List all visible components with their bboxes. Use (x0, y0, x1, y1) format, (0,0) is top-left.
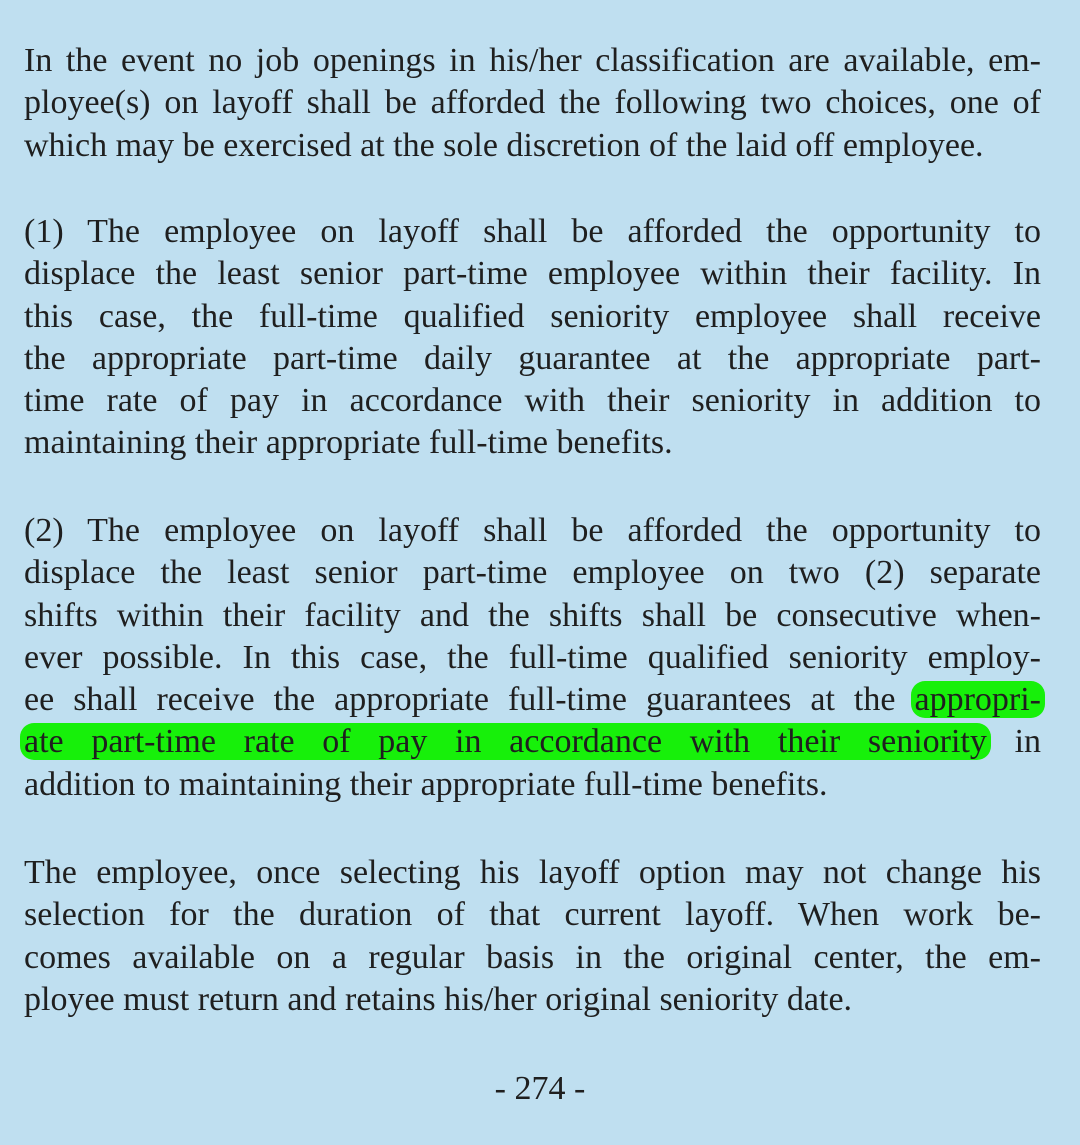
text-line: (2) The employee on layoff shall be afforded the opportunity to (24, 512, 1041, 549)
text-line: ever possible. In this case, the full-time qualified seniority employ- (24, 638, 1041, 676)
highlighted-text: ate part-time rate of pay in accordance with their seniority (20, 723, 991, 760)
text-line: this case, the full-time qualified seniority employee shall receive (24, 297, 1041, 335)
paragraph-option-1 (24, 211, 1041, 465)
text-line: ployee must return and retains his/her original seniority date. (24, 980, 853, 1018)
text-line: comes available on a regular basis in the original center, the em- (24, 938, 1041, 976)
text-line: which may be exercised at the sole discretion of the laid off employee. (24, 126, 984, 164)
text-line: shifts within their facility and the shifts shall be consecutive when- (24, 596, 1041, 634)
paragraph-option-2 (24, 510, 1041, 806)
paragraph-intro (24, 40, 1041, 167)
text-line: In the event no job openings in his/her classification are available, em- (24, 42, 1041, 79)
text-line (24, 679, 1041, 721)
text-line: selection for the duration of that current layoff. When work be- (24, 896, 1041, 934)
text-line: the appropriate part-time daily guarantee at the appropriate part- (24, 339, 1041, 377)
text-line: ployee(s) on layoff shall be afforded the following two choices, one of (24, 84, 1041, 122)
text-segment: in (1014, 723, 1042, 761)
text-line: time rate of pay in accordance with their seniority in addition to (24, 382, 1041, 420)
text-line: displace the least senior part-time employee within their facility. In (24, 255, 1041, 293)
text-line: maintaining their appropriate full-time benefits. (24, 424, 673, 462)
highlighted-text: appropri- (911, 681, 1046, 718)
page-number: - 274 - (494, 1070, 586, 1107)
text-line: The employee, once selecting his layoff option may not change his (24, 854, 1041, 891)
text-line (24, 721, 1041, 763)
paragraph-closing (24, 852, 1041, 1021)
text-line: addition to maintaining their appropriate full-time benefits. (24, 765, 828, 803)
text-segment: ee shall receive the appropriate full-time guarantees at the (24, 681, 896, 719)
text-line: (1) The employee on layoff shall be afforded the opportunity to (24, 213, 1041, 250)
text-line: displace the least senior part-time employee on two (2) separate (24, 554, 1041, 592)
